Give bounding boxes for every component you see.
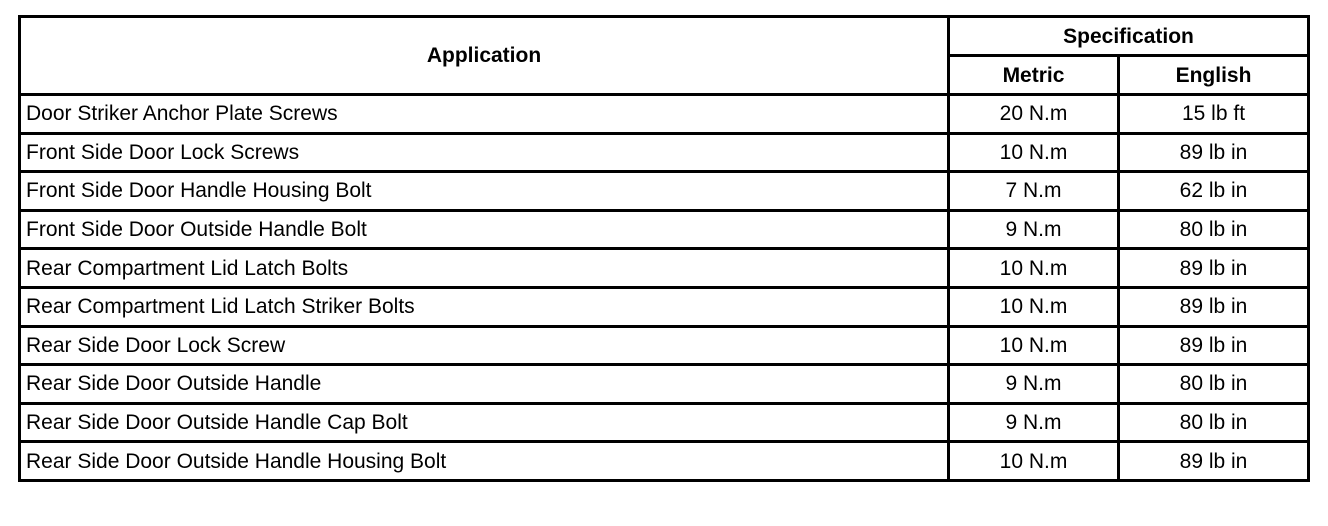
application-cell: Front Side Door Handle Housing Bolt bbox=[20, 172, 949, 211]
english-cell: 89 lb in bbox=[1119, 442, 1309, 481]
application-cell: Door Striker Anchor Plate Screws bbox=[20, 95, 949, 134]
metric-cell: 20 N.m bbox=[949, 95, 1119, 134]
metric-cell: 9 N.m bbox=[949, 210, 1119, 249]
specification-header: Specification bbox=[949, 17, 1309, 56]
application-cell: Rear Side Door Outside Handle bbox=[20, 365, 949, 404]
application-header: Application bbox=[20, 17, 949, 95]
application-cell: Rear Side Door Outside Handle Housing Bolt bbox=[20, 442, 949, 481]
application-cell: Rear Compartment Lid Latch Striker Bolts bbox=[20, 287, 949, 326]
english-cell: 15 lb ft bbox=[1119, 95, 1309, 134]
metric-header: Metric bbox=[949, 56, 1119, 95]
header-row-top bbox=[20, 17, 1309, 56]
english-cell: 80 lb in bbox=[1119, 365, 1309, 404]
metric-cell: 7 N.m bbox=[949, 172, 1119, 211]
table-row bbox=[20, 249, 1309, 288]
english-header: English bbox=[1119, 56, 1309, 95]
table-row bbox=[20, 326, 1309, 365]
table-row bbox=[20, 210, 1309, 249]
application-cell: Rear Compartment Lid Latch Bolts bbox=[20, 249, 949, 288]
table-row bbox=[20, 365, 1309, 404]
table-row bbox=[20, 442, 1309, 481]
metric-cell: 10 N.m bbox=[949, 133, 1119, 172]
table-row bbox=[20, 403, 1309, 442]
metric-cell: 10 N.m bbox=[949, 287, 1119, 326]
table-row bbox=[20, 287, 1309, 326]
english-cell: 89 lb in bbox=[1119, 326, 1309, 365]
metric-cell: 9 N.m bbox=[949, 365, 1119, 404]
english-cell: 89 lb in bbox=[1119, 249, 1309, 288]
english-cell: 80 lb in bbox=[1119, 210, 1309, 249]
english-cell: 80 lb in bbox=[1119, 403, 1309, 442]
application-cell: Front Side Door Outside Handle Bolt bbox=[20, 210, 949, 249]
table-row bbox=[20, 95, 1309, 134]
metric-cell: 10 N.m bbox=[949, 249, 1119, 288]
application-cell: Rear Side Door Outside Handle Cap Bolt bbox=[20, 403, 949, 442]
application-cell: Rear Side Door Lock Screw bbox=[20, 326, 949, 365]
metric-cell: 10 N.m bbox=[949, 326, 1119, 365]
fastener-specification-table bbox=[18, 15, 1310, 482]
application-cell: Front Side Door Lock Screws bbox=[20, 133, 949, 172]
english-cell: 89 lb in bbox=[1119, 133, 1309, 172]
english-cell: 89 lb in bbox=[1119, 287, 1309, 326]
table-row bbox=[20, 172, 1309, 211]
english-cell: 62 lb in bbox=[1119, 172, 1309, 211]
table-row bbox=[20, 133, 1309, 172]
metric-cell: 10 N.m bbox=[949, 442, 1119, 481]
metric-cell: 9 N.m bbox=[949, 403, 1119, 442]
